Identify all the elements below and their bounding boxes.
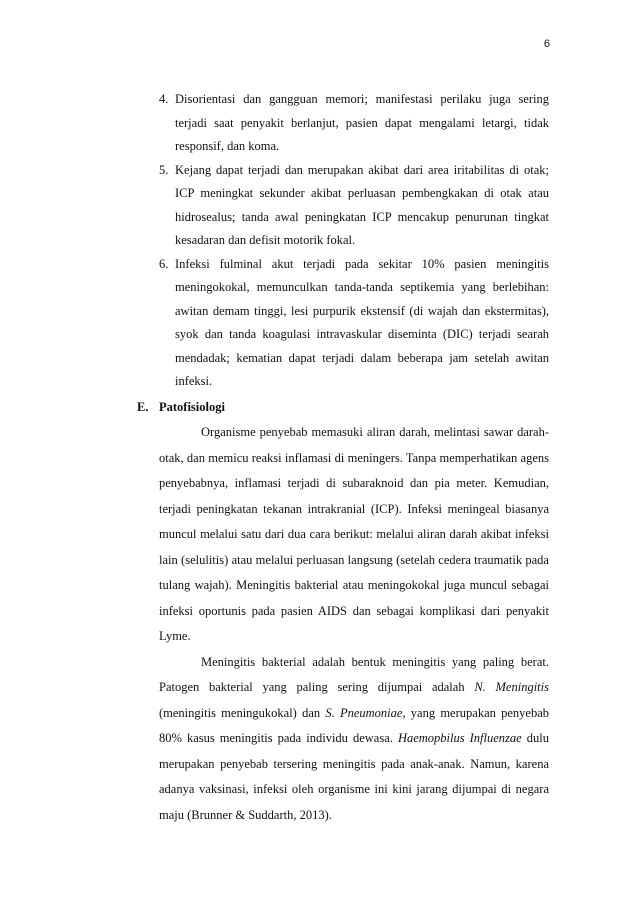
list-item: [0, 253, 638, 394]
species-name: N. Meningitis: [474, 680, 549, 694]
section-title: Patofisiologi: [159, 400, 225, 414]
paragraph-text: dulu merupakan penyebab tersering meningitis pada anak-anak. Namun, karena adanya vaksinasi, infeksi oleh organisme ini kini jarang dijumpai di negara maju (Brunner & Suddarth, 2013).: [159, 731, 549, 822]
paragraph-text: Meningitis bakterial adalah bentuk meningitis yang paling berat. Patogen bakterial yang paling sering dijumpai adalah: [159, 654, 549, 694]
section-body: [159, 420, 549, 828]
section-letter: E.: [137, 400, 149, 414]
paragraph-text: (meningitis meningukokal) dan: [159, 705, 326, 720]
list-item: [0, 88, 638, 159]
page-number: 6: [543, 38, 550, 50]
species-name: Haemopbilus Influenzae: [397, 731, 522, 745]
list-item-number: 5.: [159, 162, 169, 177]
paragraph: Organisme penyebab memasuki aliran darah, melintasi sawar darah-otak, dan memicu reaksi inflamasi di meningers. Tanpa memperhatikan agens penyebabnya, inflamasi terjadi di subaraknoid dan pia meter. Kemudian, terjadi peningkatan tekanan intrakranial (ICP). Infeksi meningeal biasanya muncul melalui satu dari dua cara berikut: melalui aliran darah akibat infeksi lain (selulitis) atau melalui perluasan langsung (setelah cedera traumatik pada tulang wajah). Meningitis bakterial atau meningokokal juga muncul sebagai infeksi oportunis pada pasien AIDS dan sebagai komplikasi dari penyakit Lyme.: [159, 425, 549, 643]
list-item: [0, 159, 638, 253]
paragraph-text: , yang merupakan penyebab 80% kasus meningitis pada individu dewasa.: [159, 705, 549, 745]
numbered-list: [0, 88, 638, 394]
list-item-text: Disorientasi dan gangguan memori; manifestasi perilaku juga sering terjadi saat penyakit berlanjut, pasien dapat mengalami letargi, tidak responsif, dan koma.: [175, 92, 549, 153]
species-name: S. Pneumoniae: [325, 705, 403, 720]
paragraph: [159, 650, 549, 829]
list-item-number: 6.: [159, 256, 169, 271]
list-item-text: Infeksi fulminal akut terjadi pada sekitar 10% pasien meningitis meningokokal, memunculkan tanda-tanda septikemia yang berlebihan: awitan demam tinggi, lesi purpurik ekstensif (di wajah dan ekstermitas), syok dan tanda koagulasi intravaskular diseminta (DIC) terjadi searah mendadak; kematian dapat terjadi dalam beberapa jam setelah awitan infeksi.: [175, 256, 549, 388]
section-heading: [137, 396, 225, 420]
list-item-number: 4.: [159, 92, 169, 106]
list-item-text: Kejang dapat terjadi dan merupakan akibat dari area iritabilitas di otak; ICP meningkat sekunder akibat perluasan pembengkakan di otak atau hidrosealus; tanda awal peningkatan ICP mencakup penurunan tingkat kesadaran dan defisit motorik fokal.: [175, 162, 549, 247]
